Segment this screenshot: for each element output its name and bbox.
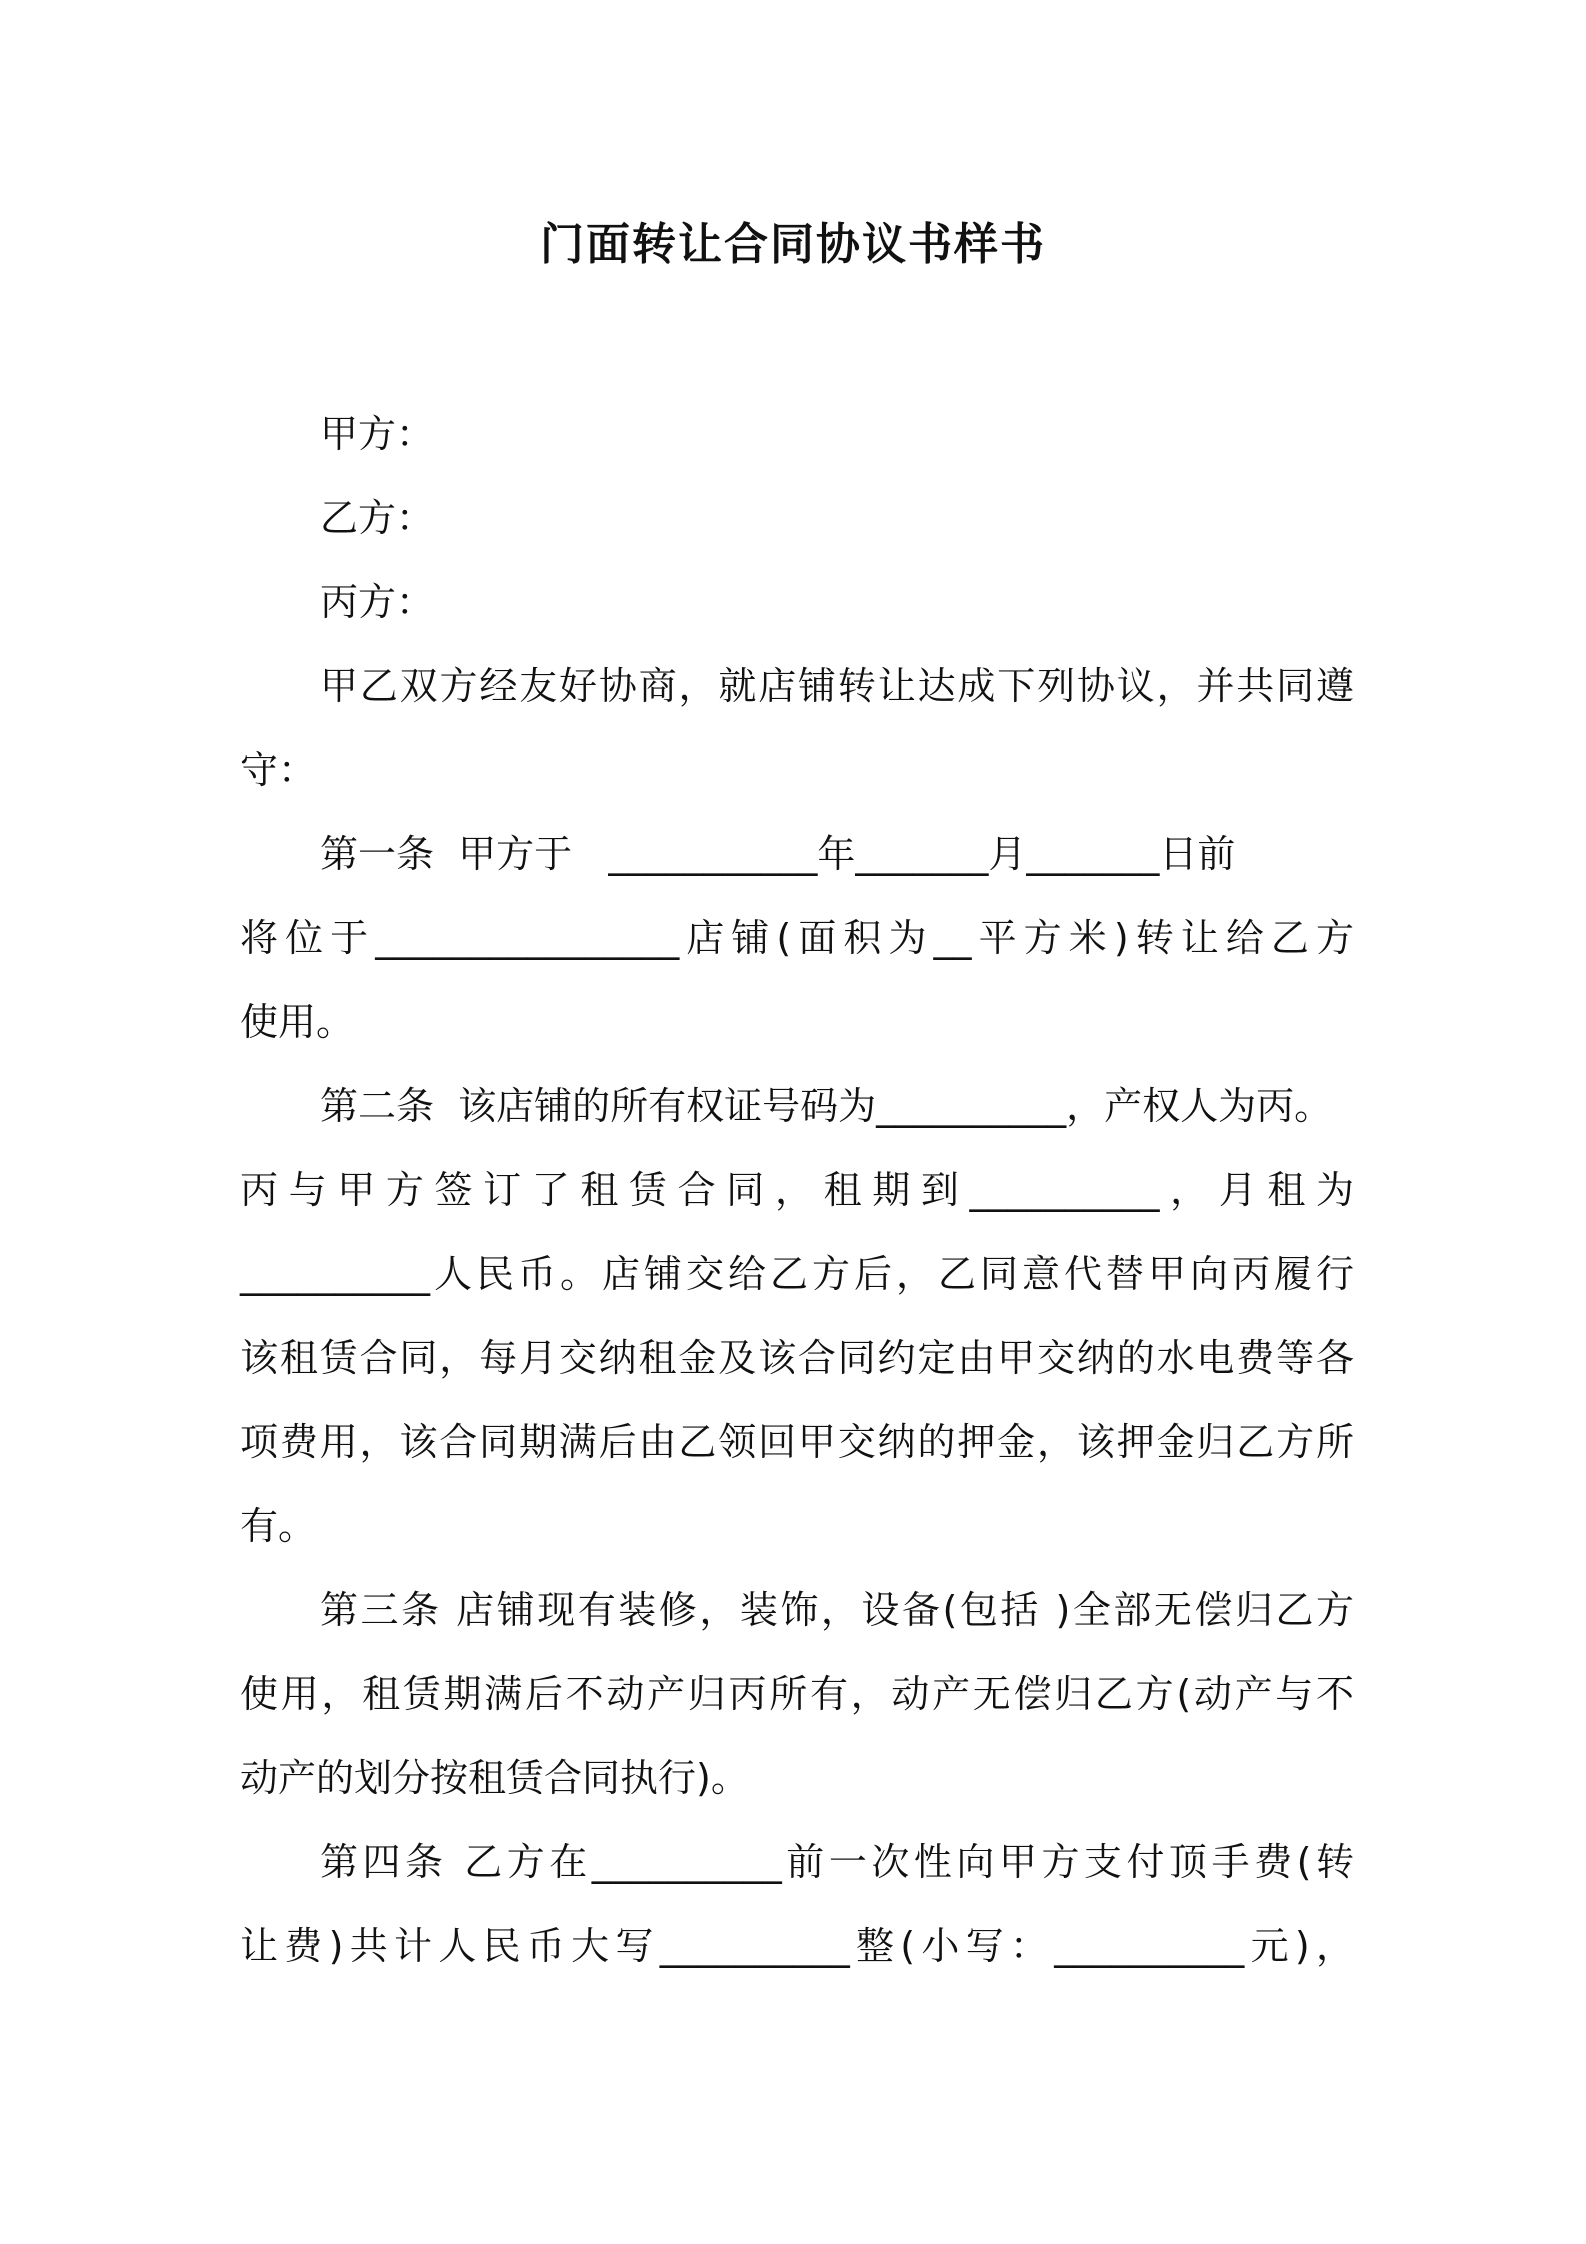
article-2-line-5: 项费用，该合同期满后由乙领回甲交纳的押金，该押金归乙方所 bbox=[240, 1420, 1354, 1464]
document-title: 门面转让合同协议书样书 bbox=[540, 219, 1046, 270]
preamble-line-1: 甲乙双方经友好协商，就店铺转让达成下列协议，并共同遵 bbox=[320, 664, 1354, 708]
article-3-line-3: 动产的划分按租赁合同执行)。 bbox=[240, 1756, 749, 1800]
article-1-line-3: 使用。 bbox=[240, 1000, 355, 1044]
party-a-label: 甲方： bbox=[320, 412, 435, 456]
article-4-line-2: 让费)共计人民币大写__________整(小写：__________元)， bbox=[240, 1924, 1354, 1968]
article-1-line-2: 将位于________________店铺(面积为__平方米)转让给乙方 bbox=[240, 916, 1354, 960]
article-2-line-2: 丙与甲方签订了租赁合同，租期到__________，月租为 bbox=[240, 1168, 1354, 1212]
party-c-label: 丙方： bbox=[320, 580, 435, 624]
article-2-line-4: 该租赁合同，每月交纳租金及该合同约定由甲交纳的水电费等各 bbox=[240, 1336, 1354, 1380]
article-4-line-1: 第四条 乙方在__________前一次性向甲方支付顶手费(转 bbox=[320, 1840, 1354, 1884]
article-3-line-1: 第三条 店铺现有装修，装饰，设备(包括 )全部无偿归乙方 bbox=[320, 1588, 1354, 1632]
article-2-line-1: 第二条 该店铺的所有权证号码为__________，产权人为丙。 bbox=[320, 1084, 1333, 1128]
article-3-line-2: 使用，租赁期满后不动产归丙所有，动产无偿归乙方(动产与不 bbox=[240, 1672, 1354, 1716]
article-1-line-1: 第一条 甲方于 ___________年_______月_______日前 bbox=[320, 832, 1236, 876]
article-2-line-6: 有。 bbox=[240, 1504, 317, 1548]
preamble-line-2: 守： bbox=[240, 748, 317, 792]
article-2-line-3: __________人民币。店铺交给乙方后，乙同意代替甲向丙履行 bbox=[240, 1252, 1354, 1296]
party-b-label: 乙方： bbox=[320, 496, 435, 540]
